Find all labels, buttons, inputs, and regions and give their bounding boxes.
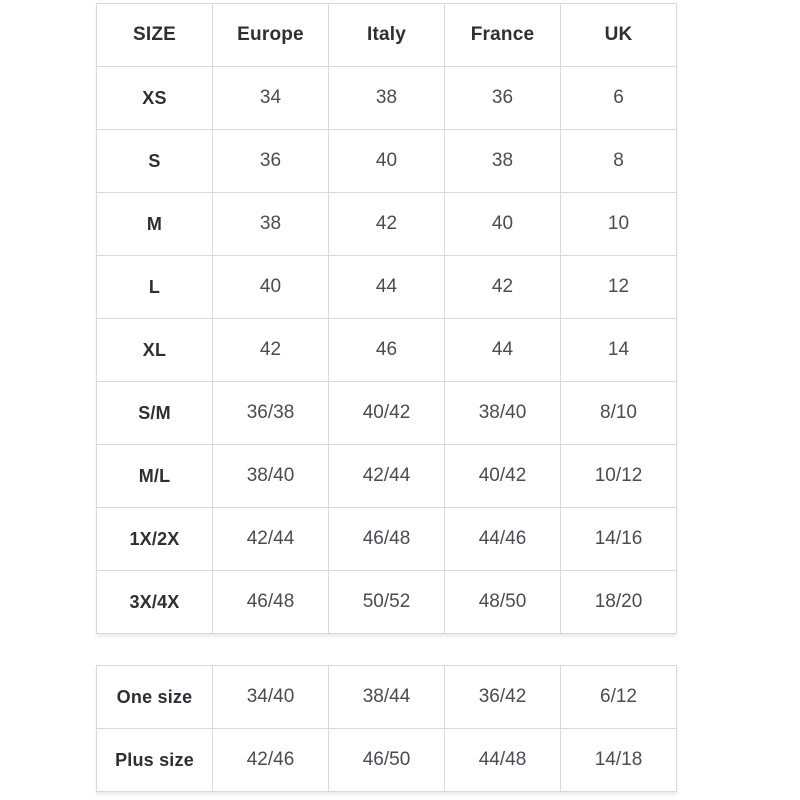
value-cell: 36/42 <box>445 666 561 729</box>
value-cell: 10/12 <box>561 445 677 508</box>
value-cell: 40/42 <box>445 445 561 508</box>
value-cell: 42 <box>213 319 329 382</box>
table-row-1x2x <box>97 508 677 571</box>
table-row-one-size <box>97 666 677 729</box>
header-row <box>97 4 677 67</box>
table-row-xs <box>97 67 677 130</box>
size-label-cell: S <box>97 130 213 193</box>
table-row-ml <box>97 445 677 508</box>
value-cell: 38 <box>329 67 445 130</box>
value-cell: 40 <box>329 130 445 193</box>
header-cell-uk: UK <box>561 4 677 67</box>
value-cell: 40 <box>445 193 561 256</box>
value-cell: 46 <box>329 319 445 382</box>
value-cell: 44/46 <box>445 508 561 571</box>
value-cell: 36/38 <box>213 382 329 445</box>
value-cell: 48/50 <box>445 571 561 634</box>
value-cell: 34 <box>213 67 329 130</box>
value-cell: 42/46 <box>213 729 329 792</box>
value-cell: 42/44 <box>213 508 329 571</box>
size-label-cell: Plus size <box>97 729 213 792</box>
header-cell-size: SIZE <box>97 4 213 67</box>
value-cell: 40/42 <box>329 382 445 445</box>
value-cell: 46/48 <box>213 571 329 634</box>
table-row-l <box>97 256 677 319</box>
value-cell: 38/40 <box>445 382 561 445</box>
value-cell: 6/12 <box>561 666 677 729</box>
value-cell: 18/20 <box>561 571 677 634</box>
size-label-cell: 1X/2X <box>97 508 213 571</box>
value-cell: 46/50 <box>329 729 445 792</box>
value-cell: 44/48 <box>445 729 561 792</box>
value-cell: 42 <box>445 256 561 319</box>
size-label-cell: S/M <box>97 382 213 445</box>
size-label-cell: One size <box>97 666 213 729</box>
size-label-cell: M/L <box>97 445 213 508</box>
header-cell-italy: Italy <box>329 4 445 67</box>
size-label-cell: XL <box>97 319 213 382</box>
table-row-sm <box>97 382 677 445</box>
value-cell: 8/10 <box>561 382 677 445</box>
value-cell: 42 <box>329 193 445 256</box>
value-cell: 44 <box>329 256 445 319</box>
value-cell: 34/40 <box>213 666 329 729</box>
value-cell: 14 <box>561 319 677 382</box>
table-row-plus-size <box>97 729 677 792</box>
value-cell: 14/16 <box>561 508 677 571</box>
value-cell: 40 <box>213 256 329 319</box>
size-guide <box>96 3 677 792</box>
table-row-s <box>97 130 677 193</box>
table-row-xl <box>97 319 677 382</box>
value-cell: 10 <box>561 193 677 256</box>
value-cell: 38/40 <box>213 445 329 508</box>
value-cell: 50/52 <box>329 571 445 634</box>
value-cell: 14/18 <box>561 729 677 792</box>
value-cell: 36 <box>213 130 329 193</box>
header-cell-europe: Europe <box>213 4 329 67</box>
value-cell: 36 <box>445 67 561 130</box>
size-label-cell: XS <box>97 67 213 130</box>
value-cell: 38/44 <box>329 666 445 729</box>
size-label-cell: M <box>97 193 213 256</box>
value-cell: 12 <box>561 256 677 319</box>
value-cell: 44 <box>445 319 561 382</box>
value-cell: 38 <box>213 193 329 256</box>
value-cell: 38 <box>445 130 561 193</box>
table-row-3x4x <box>97 571 677 634</box>
header-cell-france: France <box>445 4 561 67</box>
value-cell: 6 <box>561 67 677 130</box>
value-cell: 46/48 <box>329 508 445 571</box>
value-cell: 42/44 <box>329 445 445 508</box>
size-label-cell: L <box>97 256 213 319</box>
one-size-table <box>96 665 677 792</box>
size-conversion-table <box>96 3 677 634</box>
value-cell: 8 <box>561 130 677 193</box>
size-label-cell: 3X/4X <box>97 571 213 634</box>
table-row-m <box>97 193 677 256</box>
